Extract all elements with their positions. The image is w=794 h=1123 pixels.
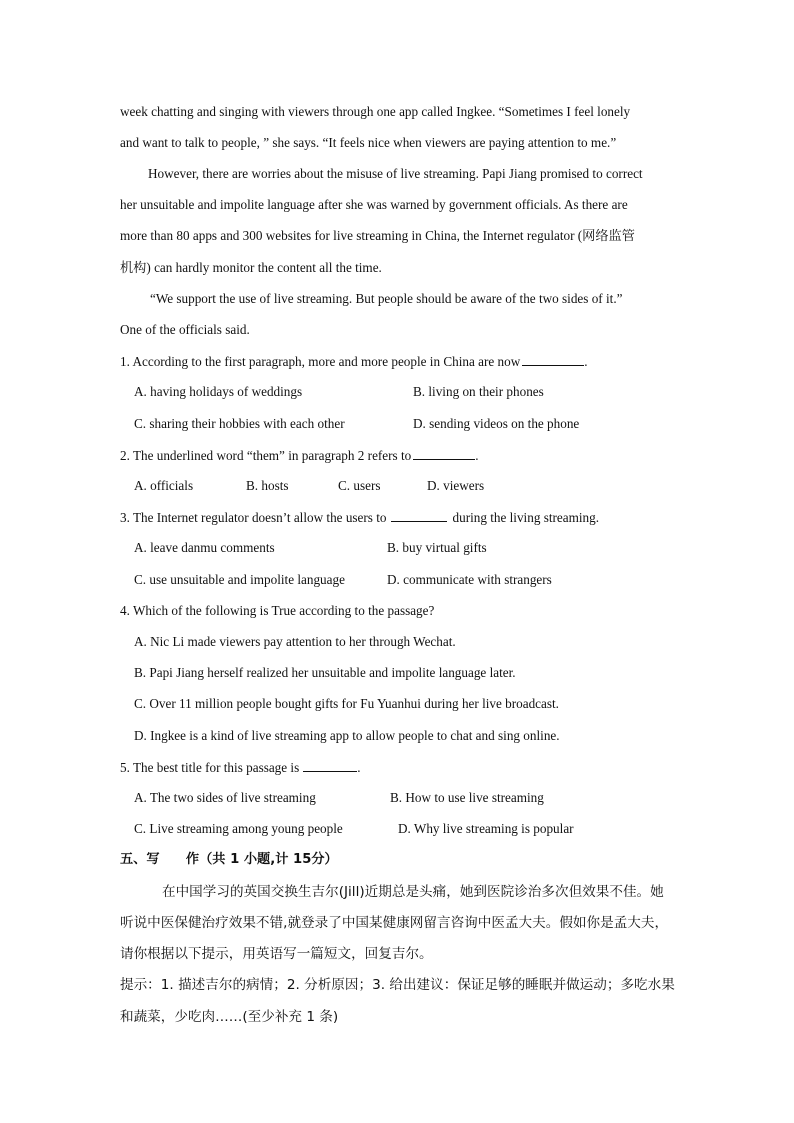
option-4d: D. Ingkee is a kind of live streaming app to allow people to chat and sing online. <box>134 728 560 743</box>
option-4a: A. Nic Li made viewers pay attention to her through Wechat. <box>134 634 456 649</box>
section-heading: 五、写 作（共 1 小题,计 15分） <box>120 852 338 867</box>
passage-line: One of the officials said. <box>120 322 250 337</box>
option-3d: D. communicate with strangers <box>387 572 552 587</box>
option-1a: A. having holidays of weddings <box>134 384 303 399</box>
passage-line: 机构) can hardly monitor the content all the time. <box>120 260 382 275</box>
writing-prompt-line: 在中国学习的英国交换生吉尔(Jill)近期总是头痛，她到医院诊治多次但效果不佳。她 <box>162 884 664 900</box>
option-5c: C. Live streaming among young people <box>134 821 343 836</box>
option-2a: A. officials <box>134 478 194 493</box>
passage-line: her unsuitable and impolite language after she was warned by government officials. As there are <box>120 197 628 212</box>
option-5b: B. How to use live streaming <box>390 790 544 805</box>
option-3c: C. use unsuitable and impolite language <box>134 572 345 587</box>
writing-prompt-line: 请你根据以下提示，用英语写一篇短文，回复吉尔。 <box>120 946 433 962</box>
option-2b: B. hosts <box>246 478 289 493</box>
question-4-stem: 4. Which of the following is True according to the passage? <box>120 603 435 618</box>
question-3-stem: 3. The Internet regulator doesn’t allow the users to during the living streaming. <box>120 510 600 525</box>
answer-blank <box>413 447 475 460</box>
writing-hint-line: 和蔬菜，少吃肉……(至少补充 1 条) <box>120 1009 339 1025</box>
option-1c: C. sharing their hobbies with each other <box>134 416 345 431</box>
question-2-stem: 2. The underlined word “them” in paragraph 2 refers to . <box>120 448 479 463</box>
answer-blank <box>522 353 584 366</box>
passage-line: more than 80 apps and 300 websites for live streaming in China, the Internet regulator (网络监管 <box>120 228 635 243</box>
option-4c: C. Over 11 million people bought gifts for Fu Yuanhui during her live broadcast. <box>134 696 559 711</box>
option-4b: B. Papi Jiang herself realized her unsuitable and impolite language later. <box>134 665 516 680</box>
answer-blank <box>391 509 447 522</box>
question-5-stem: 5. The best title for this passage is . <box>120 760 361 775</box>
writing-prompt-line: 听说中医保健治疗效果不错,就登录了中国某健康网留言咨询中医孟大夫。假如你是孟大夫， <box>120 915 669 931</box>
passage-line: However, there are worries about the misuse of live streaming. Papi Jiang promised to correct <box>148 166 643 181</box>
option-1d: D. sending videos on the phone <box>413 416 580 431</box>
option-2d: D. viewers <box>427 478 485 493</box>
option-5a: A. The two sides of live streaming <box>134 790 316 805</box>
answer-blank <box>303 759 357 772</box>
option-3a: A. leave danmu comments <box>134 540 275 555</box>
option-5d: D. Why live streaming is popular <box>398 821 574 836</box>
passage-line: “We support the use of live streaming. But people should be aware of the two sides of it.” <box>150 291 623 306</box>
option-2c: C. users <box>338 478 381 493</box>
passage-line: and want to talk to people, ” she says. “It feels nice when viewers are paying attention to me.” <box>120 135 617 150</box>
passage-line: week chatting and singing with viewers through one app called Ingkee. “Sometimes I feel lonely <box>120 104 631 119</box>
writing-hint-line: 提示：1. 描述吉尔的病情；2. 分析原因；3. 给出建议：保证足够的睡眠并做运动；多吃水果 <box>120 977 675 993</box>
option-3b: B. buy virtual gifts <box>387 540 487 555</box>
question-1-stem: 1. According to the first paragraph, more and more people in China are now . <box>120 354 588 369</box>
option-1b: B. living on their phones <box>413 384 544 399</box>
